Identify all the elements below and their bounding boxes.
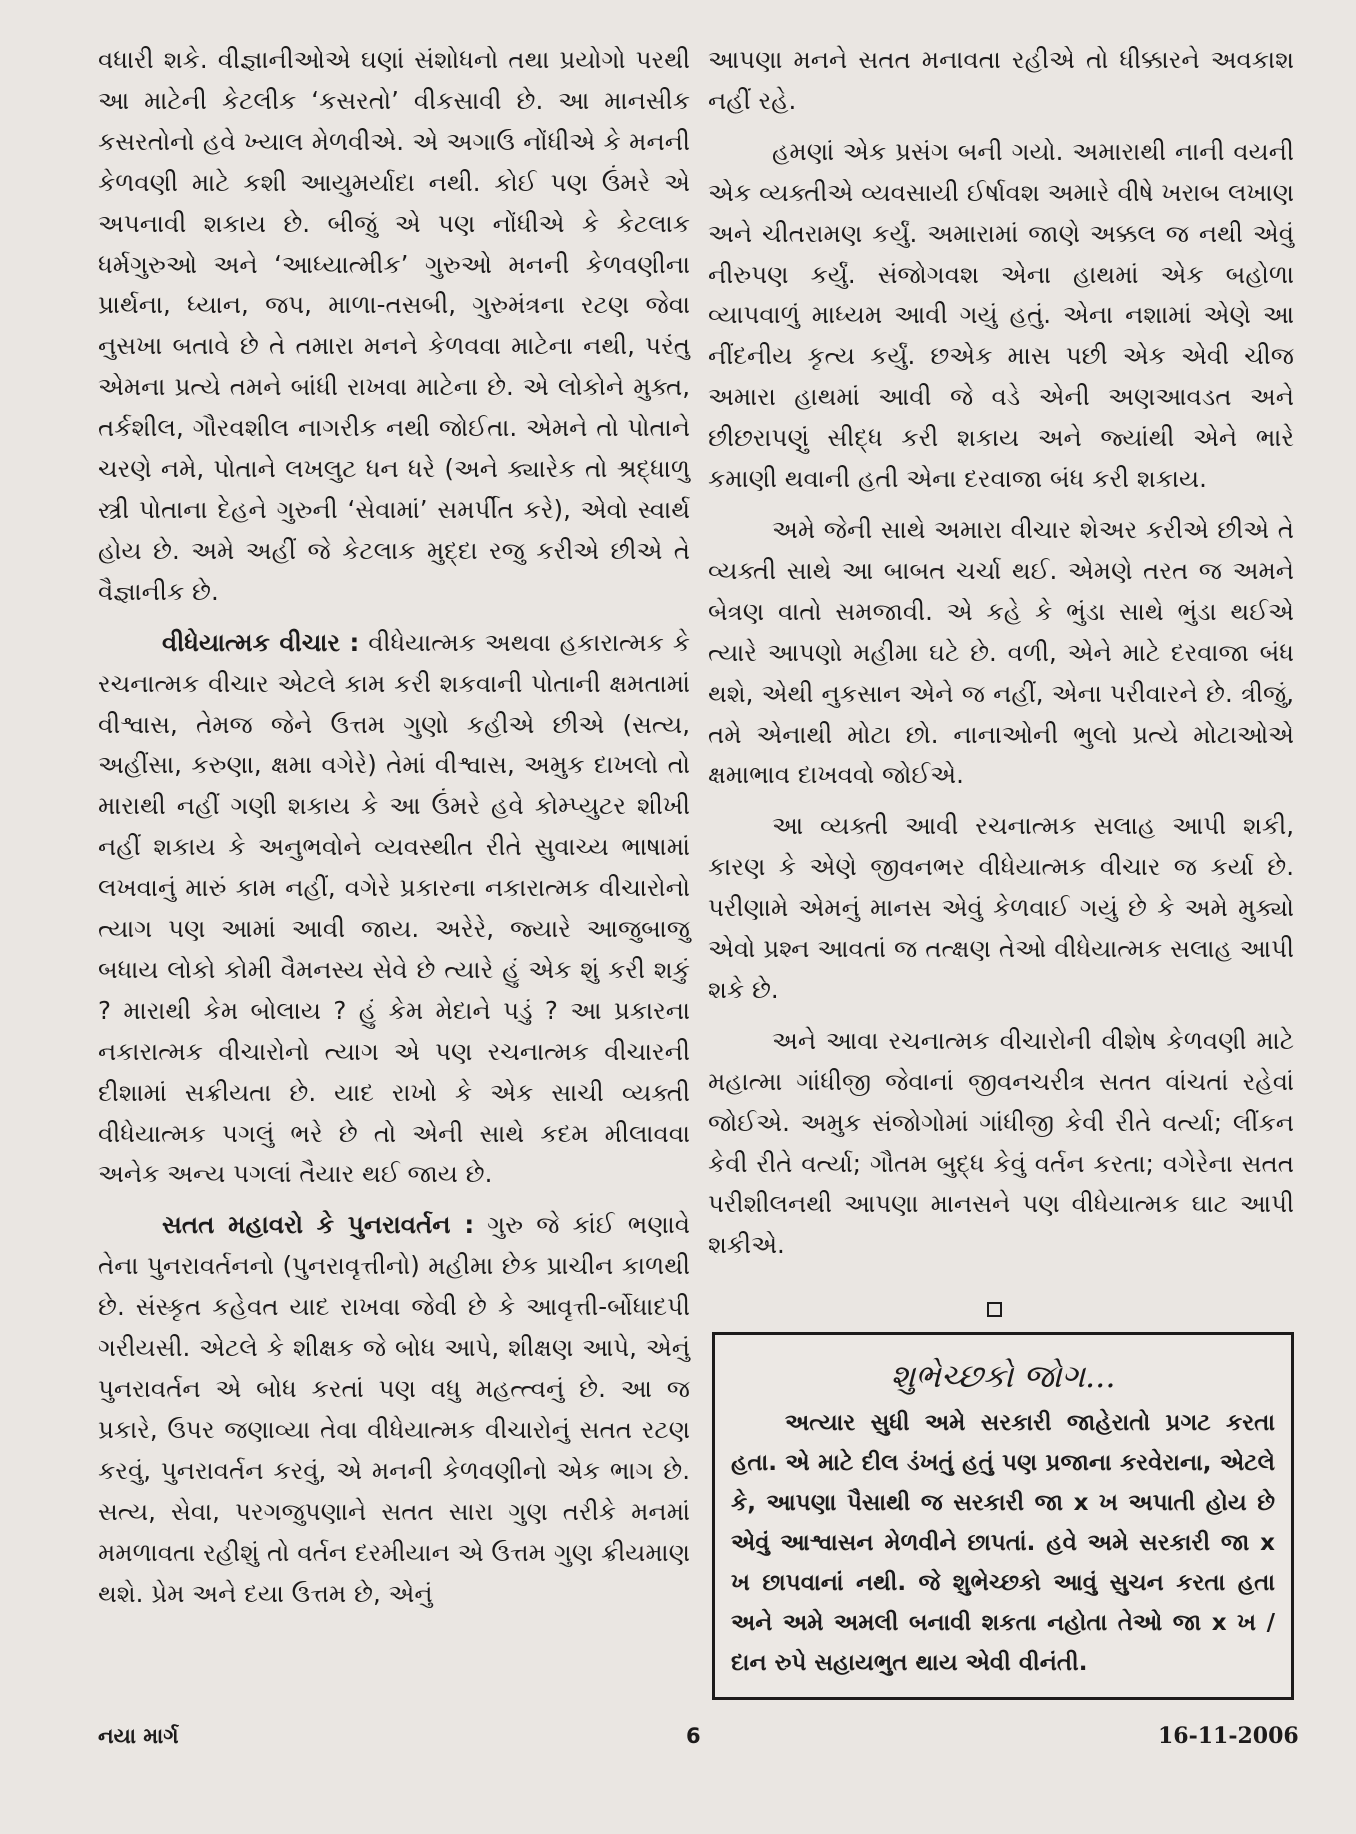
section-heading-positive-thinking: વીધેયાત્મક વીચાર :	[162, 627, 360, 657]
footer-publication-name: નયા માર્ગ	[98, 1724, 179, 1748]
right-paragraph-1: આપણા મનને સતત મનાવતા રહીએ તો ધીક્કારને અવકાશ નહીં રહે.	[708, 45, 1294, 115]
section-heading-repetition: સતત મહાવરો કે પુનરાવર્તન :	[162, 1210, 475, 1240]
right-paragraph-2: હમણાં એક પ્રસંગ બની ગયો. અમારાથી નાની વયની એક વ્યક્તીએ વ્યવસાયી ઈર્ષાવશ અમારે વીષે ખરાબ લખાણ અને ચીતરામણ કર્યું. અમારામાં જાણે અક્કલ જ નથી એવું નીરુપણ કર્યું. સંજોગવશ એના હાથમાં એક બહોળા વ્યાપવાળું માધ્યમ આવી ગયું હતું. એના નશામાં એણે આ નીંદનીય કૃત્ય કર્યું. છએક માસ પછી એક એવી ચીજ અમારા હાથમાં આવી જે વડે એની અણઆવડત અને છીછરાપણું સીદ્ધ કરી શકાય અને જ્યાંથી એને ભારે કમાણી થવાની હતી એના દરવાજા બંધ કરી શકાય.	[708, 136, 1294, 494]
section-text-repetition: ગુરુ જે કાંઈ ભણાવે તેના પુનરાવર્તનનો (પુનરાવૃત્તીનો) મહીમા છેક પ્રાચીન કાળથી છે. સંસ્કૃત કહેવત યાદ રાખવા જેવી છે કે આવૃત્તી-ર્બોધાદપી ગરીયસી. એટલે કે શીક્ષક જે બોધ આપે, શીક્ષણ આપે, એનું પુનરાવર્તન એ બોધ કરતાં પણ વધુ મહત્ત્વનું છે. આ જ પ્રકારે, ઉપર જણાવ્યા તેવા વીધેયાત્મક વીચારોનું સતત રટણ કરવું, પુનરાવર્તન કરવું, એ મનની કેળવણીનો એક ભાગ છે. સત્ય, સેવા, પરગજુપણાને સતત સારા ગુણ તરીકે મનમાં મમળાવતા રહીશું તો વર્તન દરમીયાન એ ઉત્તમ ગુણ ક્રીયમાણ થશે. પ્રેમ અને દયા ઉત્તમ છે, એનું	[98, 1210, 691, 1608]
left-column	[98, 40, 690, 1614]
notice-box	[712, 1332, 1294, 1700]
left-paragraph-1: વધારી શકે. વીજ્ઞાનીઓએ ઘણાં સંશોધનો તથા પ્રયોગો પરથી આ માટેની કેટલીક ‘કસરતો’ વીકસાવી છે. આ માનસીક કસરતોનો હવે ખ્યાલ મેળવીએ. એ અગાઉ નોંધીએ કે મનની કેળવણી માટે કશી આયુમર્યાદા નથી. કોઈ પણ ઉંમરે એ અપનાવી શકાય છે. બીજું એ પણ નોંધીએ કે કેટલાક ધર્મગુરુઓ અને ‘આધ્યાત્મીક’ ગુરુઓ મનની કેળવણીના પ્રાર્થના, ધ્યાન, જપ, માળા-તસબી, ગુરુમંત્રના રટણ જેવા નુસખા બતાવે છે તે તમારા મનને કેળવવા માટેના નથી, પરંતુ એમના પ્રત્યે તમને બાંધી રાખવા માટેના છે. એ લોકોને મુક્ત, તર્કશીલ, ગૌરવશીલ નાગરીક નથી જોઈતા. એમને તો પોતાને ચરણે નમે, પોતાને લખલુટ ધન ધરે (અને ક્યારેક તો શ્રદ્ધાળુ સ્ત્રી પોતાના દેહને ગુરુની ‘સેવામાં’ સમર્પીત કરે), એવો સ્વાર્થ હોય છે. અમે અહીં જે કેટલાક મુદ્દા રજુ કરીએ છીએ તે વૈજ્ઞાનીક છે.	[98, 45, 690, 606]
right-paragraph-5: અને આવા રચનાત્મક વીચારોની વીશેષ કેળવણી માટે મહાત્મા ગાંધીજી જેવાનાં જીવનચરીત્ર સતત વાંચતાં રહેવાં જોઈએ. અમુક સંજોગોમાં ગાંધીજી કેવી રીતે વર્ત્યા; લીંકન કેવી રીતે વર્ત્યા; ગૌતમ બુદ્ધ કેવું વર્તન કરતા; વગેરેના સતત પરીશીલનથી આપણા માનસને પણ વીધેયાત્મક ઘાટ આપી શકીએ.	[708, 1025, 1294, 1260]
right-paragraph-3: અમે જેની સાથે અમારા વીચાર શેઅર કરીએ છીએ તે વ્યક્તી સાથે આ બાબત ચર્ચા થઈ. એમણે તરત જ અમને બેત્રણ વાતો સમજાવી. એ કહે કે ભુંડા સાથે ભુંડા થઈએ ત્યારે આપણો મહીમા ઘટે છે. વળી, એને માટે દરવાજા બંધ થશે, એથી નુકસાન એને જ નહીં, એના પરીવારને છે. ત્રીજું, તમે એનાથી મોટા છો. નાનાઓની ભુલો પ્રત્યે મોટાઓએ ક્ષમાભાવ દાખવવો જોઈએ.	[708, 514, 1294, 790]
end-of-article-square-icon	[987, 1302, 1002, 1317]
notice-text: અત્યાર સુધી અમે સરકારી જાહેરાતો પ્રગટ કરતા હતા. એ માટે દીલ ડંખતું હતું પણ પ્રજાના કરવેરાના, એટલે કે, આપણા પૈસાથી જ સરકારી જા x ખ અપાતી હોય છે એવું આશ્વાસન મેળવીને છાપતાં. હવે અમે સરકારી જા x ખ છાપવાનાં નથી. જે શુભેચ્છકો આવું સુચન કરતા હતા અને અમે અમલી બનાવી શકતા નહોતા તેઓ જા x ખ / દાન રુપે સહાયભુત થાય એવી વીનંતી.	[731, 1410, 1275, 1676]
right-paragraph-4: આ વ્યક્તી આવી રચનાત્મક સલાહ આપી શકી, કારણ કે એણે જીવનભર વીધેયાત્મક વીચાર જ કર્યા છે. પરીણામે એમનું માનસ એવું કેળવાઈ ગયું છે કે અમે મુક્યો એવો પ્રશ્ન આવતાં જ તત્ક્ષણ તેઓ વીધેયાત્મક સલાહ આપી શકે છે.	[708, 811, 1294, 1004]
section-text-positive-thinking: વીધેયાત્મક અથવા હકારાત્મક કે રચનાત્મક વીચાર એટલે કામ કરી શકવાની પોતાની ક્ષમતામાં વીશ્વાસ, તેમજ જેને ઉત્તમ ગુણો કહીએ છીએ (સત્ય, અહીંસા, કરુણા, ક્ષમા વગેરે) તેમાં વીશ્વાસ, અમુક દાખલો તો મારાથી નહીં ગણી શકાય કે આ ઉંમરે હવે કોમ્પ્યુટર શીખી નહીં શકાય કે અનુભવોને વ્યવસ્થીત રીતે સુવાચ્ય ભાષામાં લખવાનું મારું કામ નહીં, વગેરે પ્રકારના નકારાત્મક વીચારોનો ત્યાગ પણ આમાં આવી જાય. અરેરે, જ્યારે આજુબાજુ બધાય લોકો કોમી વૈમનસ્ય સેવે છે ત્યારે હું એક શું કરી શકું ? મારાથી કેમ બોલાય ? હું કેમ મેદાને પડું ? આ પ્રકારના નકારાત્મક વીચારોનો ત્યાગ એ પણ રચનાત્મક વીચારની દીશામાં સક્રીયતા છે. યાદ રાખો કે એક સાચી વ્યક્તી વીધેયાત્મક પગલું ભરે છે તો એની સાથે કદમ મીલાવવા અનેક અન્ય પગલાં તૈયાર થઈ જાય છે.	[98, 627, 690, 1189]
notice-title: શુભેચ્છકો જોગ...	[890, 1357, 1116, 1395]
section-positive-thinking	[98, 623, 690, 1196]
section-repetition	[98, 1205, 690, 1614]
footer-page-number: 6	[686, 1724, 701, 1748]
right-column	[708, 40, 1294, 1266]
footer-date: 16-11-2006	[1158, 1723, 1299, 1749]
